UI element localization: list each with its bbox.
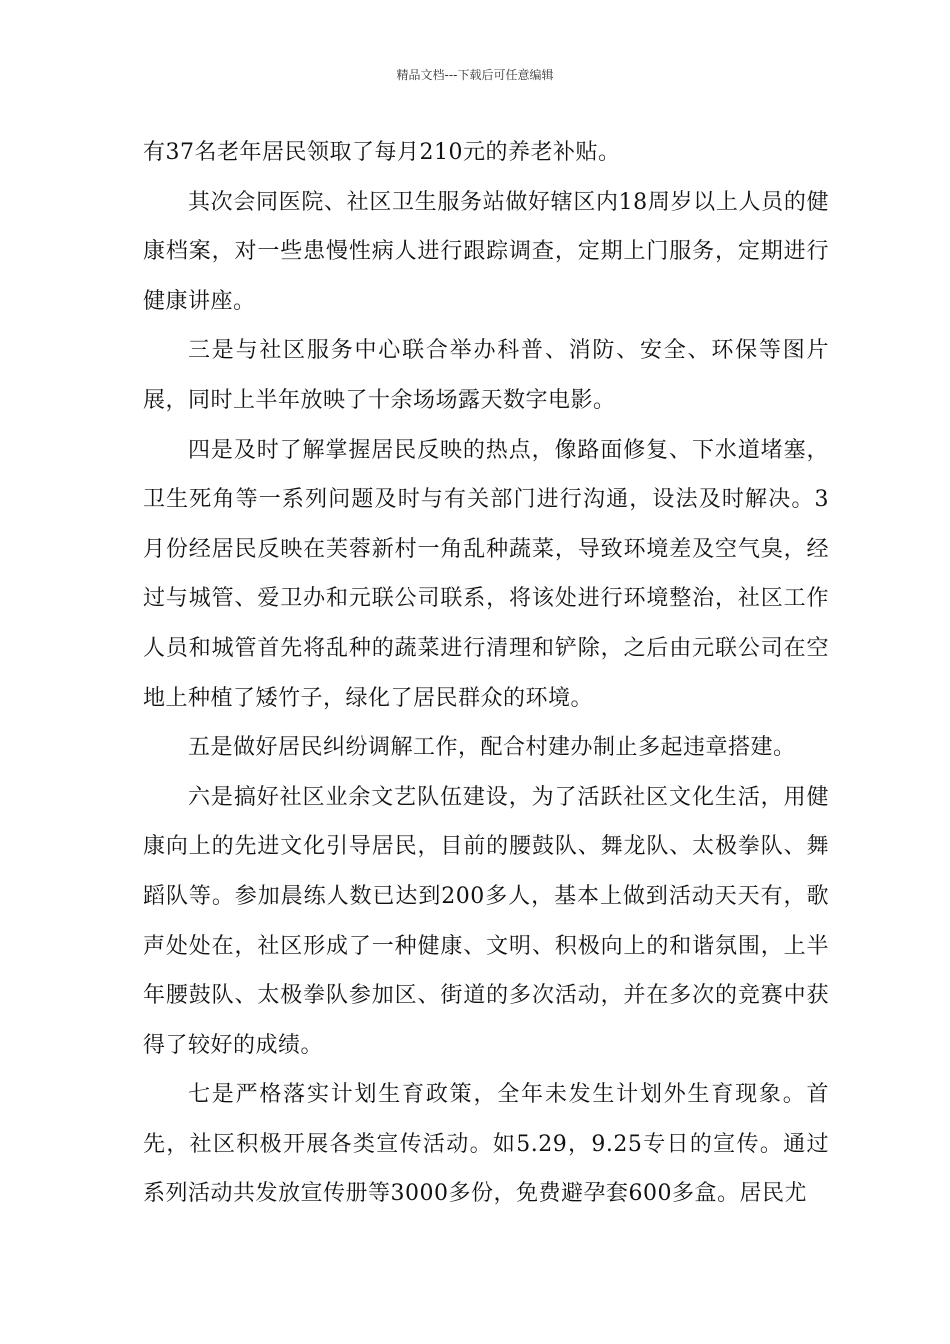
page-header: 精品文档---下载后可任意编辑 (396, 68, 554, 82)
paragraph-exhibitions: 三是与社区服务中心联合举办科普、消防、安全、环保等图片展，同时上半年放映了十余场场露天数字电影。 (143, 338, 829, 413)
paragraph-cultural-teams: 六是搞好社区业余文艺队伍建设，为了活跃社区文化生活，用健康向上的先进文化引导居民，目前的腰鼓队、舞龙队、太极拳队、舞蹈队等。参加晨练人数已达到200多人，基本上做到活动天天有，歌声处处在，社区形成了一种健康、文明、积极向上的和谐氛围，上半年腰鼓队、太极拳队参加区、街道的多次活动，并在多次的竞赛中获得了较好的成绩。 (143, 784, 829, 1058)
paragraph-dispute-mediation: 五是做好居民纠纷调解工作，配合村建办制止多起违章搭建。 (188, 735, 796, 761)
paragraph-continuation: 有37名老年居民领取了每月210元的养老补贴。 (143, 140, 621, 165)
paragraph-family-planning: 七是严格落实计划生育政策，全年未发生计划外生育现象。首先，社区积极开展各类宣传活动。如5.29，9.25专日的宣传。通过系列活动共发放宣传册等3000多份，免费避孕套600多盒。居民尤 (143, 1082, 829, 1207)
paragraph-hotspot-issues: 四是及时了解掌握居民反映的热点，像路面修复、下水道堵塞，卫生死角等一系列问题及时与有关部门进行沟通，设法及时解决。3月份经居民反映在芙蓉新村一角乱种蔬菜，导致环境差及空气臭，经过与城管、爱卫办和元联公司联系，将该处进行环境整治，社区工作人员和城管首先将乱种的蔬菜进行清理和铲除，之后由元联公司在空地上种植了矮竹子，绿化了居民群众的环境。 (143, 437, 829, 711)
paragraph-health-records: 其次会同医院、社区卫生服务站做好辖区内18周岁以上人员的健康档案，对一些患慢性病人进行跟踪调查，定期上门服务，定期进行健康讲座。 (143, 189, 829, 314)
document-body (143, 128, 829, 1219)
